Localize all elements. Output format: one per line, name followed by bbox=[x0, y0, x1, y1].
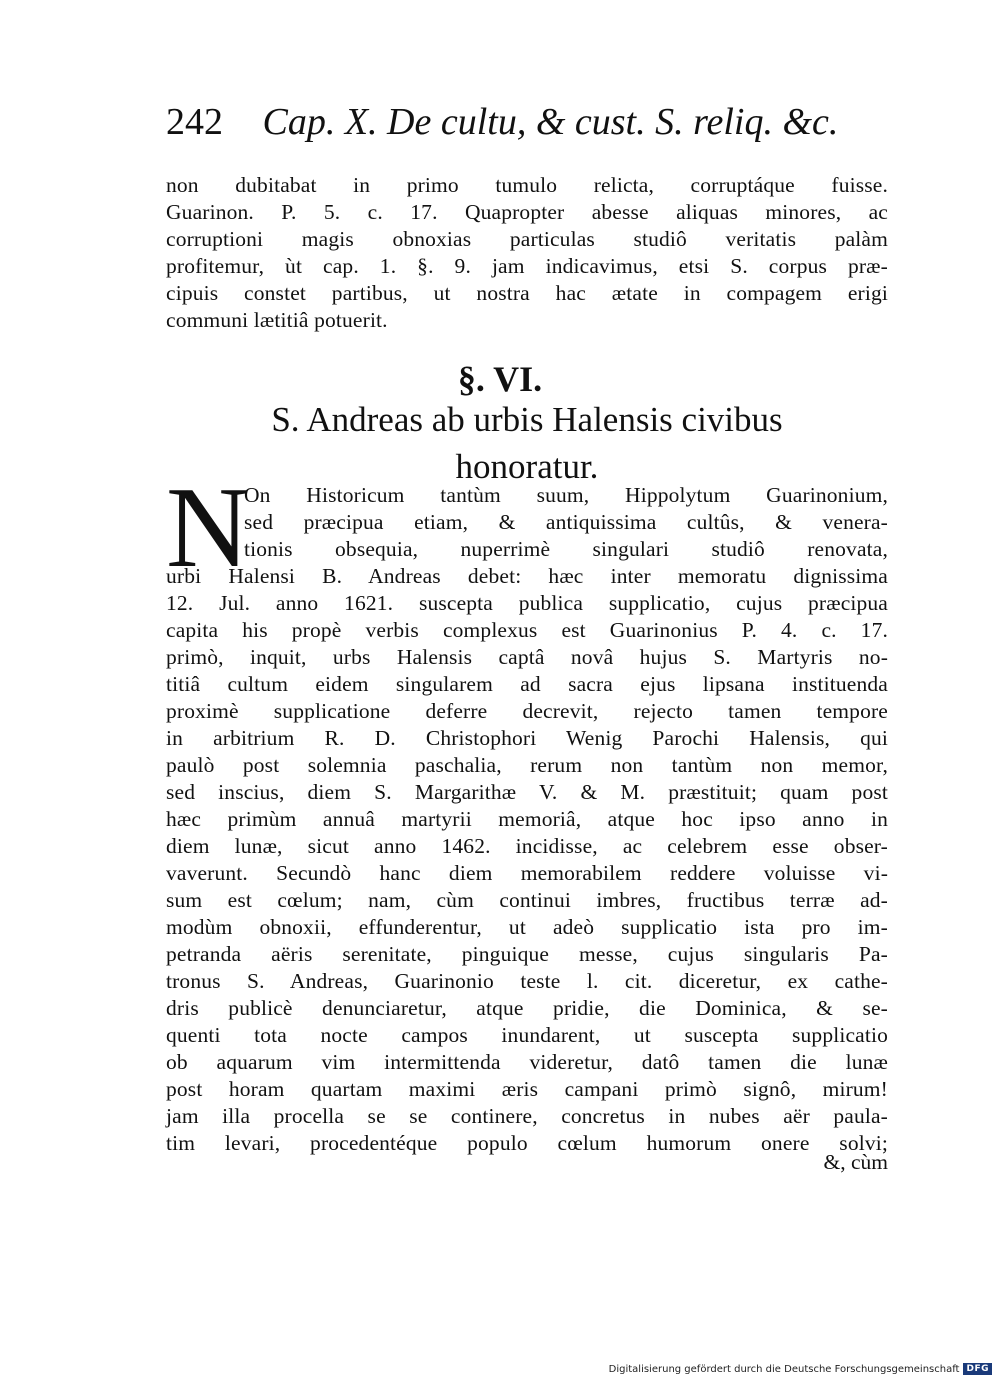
text-line: corruptioni magis obnoxias particulas studiô veritatis palàm bbox=[166, 227, 888, 251]
text-line: capita his propè verbis complexus est Guarinonius P. 4. c. 17. bbox=[166, 618, 888, 642]
text-line: paulò post solemnia paschalia, rerum non tantùm non memor, bbox=[166, 753, 888, 777]
text-line: hæc primùm annuâ martyrii memoriâ, atque hoc ipso anno in bbox=[166, 807, 888, 831]
top-paragraph bbox=[166, 172, 888, 334]
text-line: sed inscius, diem S. Margarithæ V. & M. præstituit; quam post bbox=[166, 780, 888, 804]
section-title-line: honoratur. bbox=[455, 447, 599, 486]
digitization-footer bbox=[609, 1363, 992, 1375]
section-title-line: S. Andreas ab urbis Halensis civibus bbox=[271, 400, 783, 439]
section-title bbox=[166, 396, 888, 490]
initial-paragraph bbox=[166, 482, 888, 563]
text-line: post horam quartam maximi æris campani primò signô, mirum! bbox=[166, 1077, 888, 1101]
text-line: tionis obsequia, nuperrimè singulari studiô renovata, bbox=[244, 537, 888, 561]
catchword: &, cùm bbox=[823, 1150, 888, 1174]
text-line: in arbitrium R. D. Christophori Wenig Parochi Halensis, qui bbox=[166, 726, 888, 750]
text-line: primò, inquit, urbs Halensis captâ novâ hujus S. Martyris no- bbox=[166, 645, 888, 669]
text-line: proximè supplicatione deferre decrevit, rejecto tamen tempore bbox=[166, 699, 888, 723]
section-number: §. VI. bbox=[457, 359, 543, 399]
text-line: tronus S. Andreas, Guarinonio teste l. cit. diceretur, ex cathe- bbox=[166, 969, 888, 993]
main-paragraph bbox=[166, 563, 888, 1157]
running-head bbox=[166, 100, 886, 160]
text-line: non dubitabat in primo tumulo relicta, corruptáque fuisse. bbox=[166, 173, 888, 197]
text-line: ob aquarum vim intermittenda videretur, datô tamen die lunæ bbox=[166, 1050, 888, 1074]
page-number: 242 bbox=[166, 101, 223, 143]
text-line: communi lætitiâ potuerit. bbox=[166, 308, 388, 332]
text-line: 12. Jul. anno 1621. suscepta publica supplicatio, cujus præcipua bbox=[166, 591, 888, 615]
text-line: sum est cœlum; nam, cùm continui imbres, fructibus terræ ad- bbox=[166, 888, 888, 912]
text-line: On Historicum tantùm suum, Hippolytum Guarinonium, bbox=[244, 483, 888, 507]
dfg-logo: DFG bbox=[963, 1363, 992, 1375]
text-line: urbi Halensi B. Andreas debet: hæc inter memoratu dignissima bbox=[166, 564, 888, 588]
text-line: cipuis constet partibus, ut nostra hac ætate in compagem erigi bbox=[166, 281, 888, 305]
text-line: modùm obnoxii, effunderentur, ut adeò supplicatio ista pro im- bbox=[166, 915, 888, 939]
drop-cap-initial: N bbox=[166, 464, 250, 592]
text-line: profitemur, ùt cap. 1. §. 9. jam indicavimus, etsi S. corpus præ- bbox=[166, 254, 888, 278]
text-line: diem lunæ, sicut anno 1462. incidisse, ac celebrem esse obser- bbox=[166, 834, 888, 858]
text-line: petranda aëris serenitate, pinguique messe, cujus singularis Pa- bbox=[166, 942, 888, 966]
text-line: titiâ cultum eidem singularem ad sacra ejus lipsana instituenda bbox=[166, 672, 888, 696]
text-line: jam illa procella se se continere, concretus in nubes aër paula- bbox=[166, 1104, 888, 1128]
text-line: vaverunt. Secundò hanc diem memorabilem reddere voluisse vi- bbox=[166, 861, 888, 885]
text-line: sed præcipua etiam, & antiquissima cultûs, & venera- bbox=[244, 510, 888, 534]
text-line: quenti tota nocte campos inundarent, ut suscepta supplicatio bbox=[166, 1023, 888, 1047]
footer-text: Digitalisierung gefördert durch die Deutsche Forschungsgemeinschaft bbox=[608, 1363, 960, 1375]
text-line: dris publicè denunciaretur, atque pridie, die Dominica, & se- bbox=[166, 996, 888, 1020]
text-line: tim levari, procedentéque populo cœlum humorum onere solvi; bbox=[166, 1131, 888, 1155]
running-title: Cap. X. De cultu, & cust. S. reliq. &c. bbox=[262, 101, 839, 143]
text-line: Guarinon. P. 5. c. 17. Quapropter abesse aliquas minores, ac bbox=[166, 200, 888, 224]
